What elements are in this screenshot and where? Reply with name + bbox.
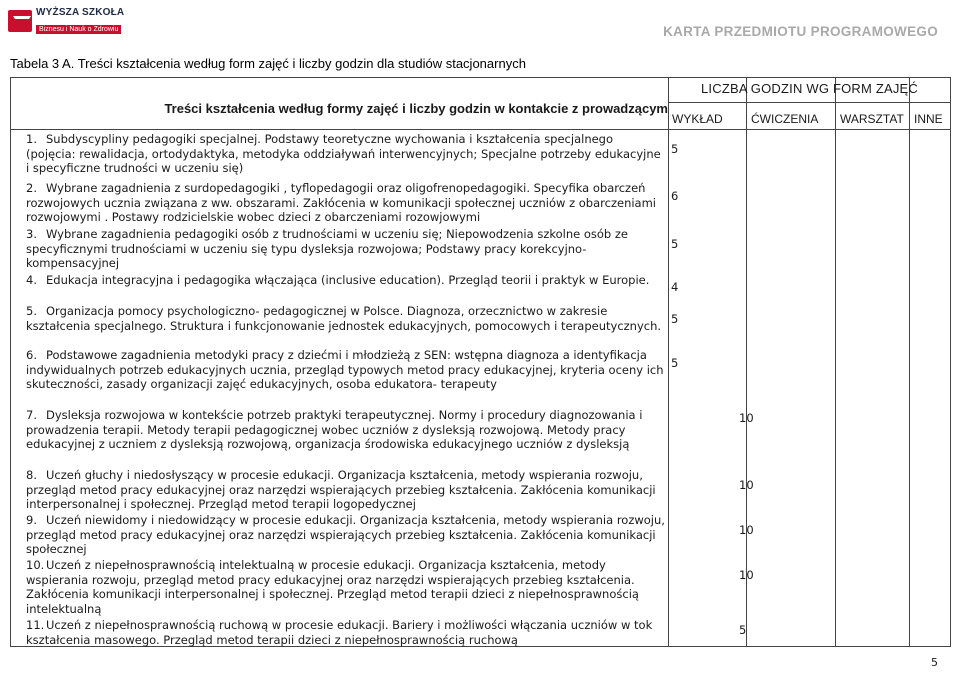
- row-text: Uczeń głuchy i niedosłyszący w procesie edukacji. Organizacja kształcenia, metody wspierania rozwoju, przegląd metod pracy edukacyjnej oraz narzędzi wspierających przebieg kształcenia. Zakłócenia komunikacji interpersonalnej i społecznej. Przegląd metod terapii logopedycznej: [26, 468, 656, 512]
- row-text: Uczeń z niepełnosprawnością ruchową w procesie edukacji. Bariery i możliwości włączania uczniów w tok kształcenia masowego. Przegląd metod terapii dzieci z niepełnosprawnością ruchową: [26, 618, 653, 647]
- table-row: [10, 181, 951, 227]
- row-hours: 5: [671, 142, 679, 156]
- main-column-header: Treści kształcenia według formy zajęć i liczby godzin w kontakcie z prowadzącym: [164, 101, 668, 116]
- row-number: 6.: [26, 348, 37, 362]
- logo-line1: WYŻSZA SZKOŁA: [36, 7, 125, 18]
- row-number: 3.: [26, 227, 37, 241]
- row-hours: 5: [739, 623, 747, 637]
- table-row: [10, 558, 951, 618]
- row-text: Organizacja pomocy psychologiczno- pedagogicznej w Polsce. Diagnoza, orzecznictwo w zakresie kształcenia specjalnego. Struktura i funkcjonowanie jednostek edukacyjnych, pomocowych i terapeutycznych.: [26, 304, 662, 333]
- row-hours: 10: [739, 478, 754, 492]
- row-number: 5.: [26, 304, 37, 318]
- hours-group-header: LICZBA GODZIN WG FORM ZAJĘĆ: [700, 81, 919, 96]
- row-text: Wybrane zagadnienia pedagogiki osób z trudnościami w uczeniu się; Niepowodzenia szkolne osób ze specyficznymi trudnościami w uczeniu się typu dysleksja rozwojowa; Podstawy pracy korekcyjno-kompensacyjnej: [26, 227, 628, 271]
- school-logo: [8, 8, 124, 34]
- graduation-cap-icon: [8, 10, 32, 32]
- row-number: 2.: [26, 181, 37, 195]
- row-hours: 5: [671, 356, 679, 370]
- row-hours: 10: [739, 523, 754, 537]
- row-number: 9.: [26, 513, 37, 527]
- table-row: [10, 618, 951, 648]
- row-hours: 10: [739, 568, 754, 582]
- table-row: [10, 468, 951, 513]
- row-number: 11.: [26, 618, 45, 632]
- table-row: [10, 348, 951, 408]
- row-number: 7.: [26, 408, 37, 422]
- table-row: [10, 227, 951, 273]
- row-number: 4.: [26, 273, 37, 287]
- table-row: [10, 132, 951, 181]
- column-header-workshop: WARSZTAT: [840, 112, 904, 126]
- row-text: Dysleksja rozwojowa w kontekście potrzeb praktyki terapeutycznej. Normy i procedury diagnozowania i prowadzenia terapii. Metody terapii pedagogicznej wobec uczniów z dysleksją rozwojową. Metody pracy edukacyjnej z uczniem z dysleksją rozwojową, organizacja środowiska edukacyjnego uczniów z dysleksją: [26, 408, 643, 452]
- row-hours: 10: [739, 411, 754, 425]
- column-header-other: INNE: [914, 112, 943, 126]
- table-rows: [10, 132, 951, 648]
- column-header-lecture: WYKŁAD: [672, 112, 723, 126]
- table-row: [10, 304, 951, 348]
- row-hours: 4: [671, 280, 679, 294]
- logo-line2: Biznesu i Nauk o Zdrowiu: [36, 25, 121, 34]
- row-text: Uczeń niewidomy i niedowidzący w procesie edukacji. Organizacja kształcenia, metody wspierania rozwoju, przegląd metod pracy edukacyjnej oraz narzędzi wspierających przebieg kształcenia. Zakłócenia komunikacji społecznej: [26, 513, 665, 557]
- table-row: [10, 513, 951, 558]
- row-text: Podstawowe zagadnienia metodyki pracy z dziećmi i młodzieżą z SEN: wstępna diagnoza a identyfikacja indywidualnych potrzeb edukacyjnych ucznia, przegląd typowych metod pracy edukacyjnej, kryteria oceny ich skuteczności, zasady organizacji zajęć edukacyjnych, osoba edukatora- terapeuty: [26, 348, 664, 392]
- page-number: 5: [931, 656, 938, 669]
- table-row: [10, 408, 951, 468]
- row-hours: 5: [671, 312, 679, 326]
- row-hours: 6: [671, 189, 679, 203]
- row-hours: 5: [671, 237, 679, 251]
- row-text: Wybrane zagadnienia z surdopedagogiki , tyflopedagogii oraz oligofrenopedagogiki. Specyfika obarczeń rozwojowych ucznia związana z ww. obszarami. Zakłócenia w komunikacji społecznej uczniów z obarczeniami rozwojowymi . Postawy rodzicielskie wobec dzieci z obarczeniami rozowjowymi: [26, 181, 656, 225]
- row-text: Uczeń z niepełnosprawnością intelektualną w procesie edukacji. Organizacja kształcenia, metody wspierania rozwoju, przegląd metod pracy edukacyjnej oraz narzędzi wspierających przebieg kształcenia. Zakłócenia komunikacji interpersonalnej i społecznej. Przegląd metod terapii dzieci z niepełnosprawnością intelektualną: [26, 558, 639, 616]
- row-text: Subdyscypliny pedagogiki specjalnej. Podstawy teoretyczne wychowania i kształcenia specjalnego (pojęcia: rewalidacja, ortodydaktyka, metodyka oddziaływań interwencyjnych; Specjalne potrzeby edukacyjne i specyficzne trudności w uczeniu się): [26, 132, 661, 176]
- table-row: [10, 273, 951, 304]
- row-text: Edukacja integracyjna i pedagogika włączająca (inclusive education). Przegląd teorii i praktyk w Europie.: [46, 273, 650, 287]
- table-title: Tabela 3 A. Treści kształcenia według form zajęć i liczby godzin dla studiów stacjonarnych: [10, 56, 526, 71]
- row-number: 8.: [26, 468, 37, 482]
- content-table: [10, 77, 951, 647]
- document-type: KARTA PRZEDMIOTU PROGRAMOWEGO: [663, 24, 938, 39]
- column-header-exercises: ĆWICZENIA: [751, 112, 819, 126]
- row-number: 1.: [26, 132, 37, 146]
- row-number: 10.: [26, 558, 45, 572]
